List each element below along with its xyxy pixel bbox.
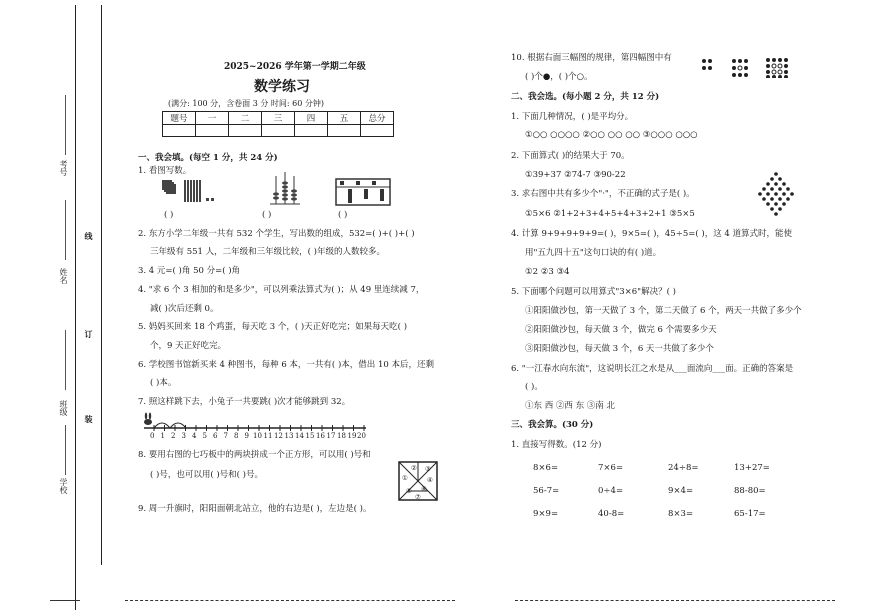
tangram-label: ④: [427, 476, 433, 484]
diamond-dot: [770, 197, 774, 201]
q1-blank-2[interactable]: ( ): [262, 210, 272, 220]
calc-item[interactable]: 65-17=: [734, 509, 766, 519]
diamond-dot: [778, 177, 782, 181]
diamond-dot: [770, 187, 774, 191]
p2-q2-options: ①39+37 ②74-7 ③90-22: [525, 170, 626, 180]
exam-no-field[interactable]: [65, 95, 66, 155]
p2-q1-options: ①○○ ○○○○ ②○○ ○○ ○○ ③○○○ ○○○: [525, 130, 698, 140]
score-header-cell: 四: [295, 112, 328, 125]
diamond-dot: [778, 187, 782, 191]
ruler-tick-label: 18: [337, 432, 346, 440]
diamond-dot: [774, 182, 778, 186]
p2-q6-line1: 6. "一江春水向东流"，这说明长江之水是从___面流向___面。正确的答案是: [511, 364, 794, 374]
calc-item[interactable]: 40-8=: [598, 509, 625, 519]
score-cell[interactable]: [361, 125, 394, 137]
ruler-tick-label: 3: [181, 432, 186, 440]
ruler-tick-label: 19: [347, 432, 357, 440]
diamond-dot: [778, 197, 782, 201]
p1-q8-line1: 8. 要用右图的七巧板中的两块拼成一个正方形，可以用( )号和: [138, 450, 371, 460]
p1-q5-line1: 5. 妈妈买回来 18 个鸡蛋，每天吃 3 个，( )天正好吃完；如果每天吃( ): [138, 322, 408, 332]
p2-q4-line2: 用"五九四十五"这句口诀的有( )道。: [525, 248, 662, 258]
binding-mark-line: 线: [84, 232, 94, 240]
exam-no-label: 考号: [59, 160, 68, 176]
score-cell[interactable]: [163, 125, 196, 137]
score-table: [162, 111, 394, 137]
diamond-dot: [770, 177, 774, 181]
calc-item[interactable]: 24÷8=: [668, 463, 699, 473]
q1-blank-1[interactable]: ( ): [164, 210, 174, 220]
name-field[interactable]: [65, 200, 66, 260]
calc-item[interactable]: 9×9=: [533, 509, 559, 519]
diamond-dot: [762, 197, 766, 201]
p1-q2-line2: 三年级有 551 人，二年级和三年级比较，( )年级的人数较多。: [150, 247, 385, 257]
part1-title: 一、我会填。(每空 1 分，共 24 分): [138, 153, 278, 163]
p2-q2: 2. 下面算式( )的结果大于 70。: [511, 151, 630, 161]
p1-q4-line2: 减( )次后还剩 0。: [150, 304, 219, 314]
binding-line-outer: [75, 5, 76, 610]
binding-line-inner: [101, 5, 102, 565]
p2-q6-options: ①东 西 ②西 东 ③南 北: [525, 401, 616, 411]
p2-q5-option-2: ②阳阳做沙包，每天做 3 个，做完 6 个需要多少天: [525, 325, 717, 335]
ruler-tick-label: 4: [192, 432, 197, 440]
diamond-dot: [766, 202, 770, 206]
diamond-dot: [786, 197, 790, 201]
ruler-tick-label: 2: [171, 432, 176, 440]
p2-q4-options: ①2 ②3 ③4: [525, 267, 570, 277]
dot-diamond-picture: [752, 170, 800, 218]
year-title: 2025~2026 学年第一学期二年级: [224, 62, 366, 72]
ruler-tick-label: 7: [223, 432, 228, 440]
school-field[interactable]: [65, 425, 66, 475]
score-cell[interactable]: [328, 125, 361, 137]
diamond-dot: [762, 187, 766, 191]
tangram-label: ③: [425, 465, 431, 473]
score-cell[interactable]: [262, 125, 295, 137]
p1-q2-line1: 2. 东方小学二年级一共有 532 个学生，写出数的组成，532=( )+( )+( ): [138, 229, 415, 239]
tangram-label: ①: [402, 474, 408, 482]
p1-q7: 7. 照这样跳下去，小兔子一共要跳( )次才能够跳到 32。: [138, 397, 351, 407]
ruler-tick-label: 17: [326, 432, 336, 440]
ruler-tick-label: 0: [150, 432, 155, 440]
p2-q6-line2: ( )。: [525, 382, 543, 392]
class-field[interactable]: [65, 330, 66, 390]
class-label: 班级: [59, 400, 68, 416]
ruler-tick-label: 16: [316, 432, 325, 440]
p2-q3: 3. 求右图中共有多少个"·"，不正确的式子是( )。: [511, 189, 695, 199]
score-header-cell: 题号: [163, 112, 196, 125]
ruler-tick-label: 12: [274, 432, 283, 440]
school-label: 学校: [59, 478, 68, 494]
ruler-tick-label: 14: [295, 432, 304, 440]
diamond-dot: [782, 182, 786, 186]
score-cell[interactable]: [196, 125, 229, 137]
calc-item[interactable]: 88-80=: [734, 486, 766, 496]
p1-q10-line2: ( )个●，( )个○。: [525, 72, 593, 82]
bottom-edge-left: [50, 600, 80, 601]
p2-q5-option-3: ③阳阳做沙包，每天做 3 个，6 天一共做了多少个: [525, 344, 714, 354]
calc-item[interactable]: 8×6=: [533, 463, 559, 473]
diamond-dot: [774, 202, 778, 206]
p2-q5-option-1: ①阳阳做沙包，第一天做了 3 个，第二天做了 6 个，两天一共做了多少个: [525, 306, 802, 316]
ruler-tick-label: 9: [244, 432, 249, 440]
score-cell[interactable]: [229, 125, 262, 137]
counting-blocks-picture: [160, 178, 220, 206]
score-header-cell: 总分: [361, 112, 394, 125]
tangram-label: ⑤: [406, 487, 412, 495]
diamond-dot: [782, 192, 786, 196]
dot-pattern-picture: [700, 56, 820, 78]
score-header-cell: 五: [328, 112, 361, 125]
score-header-cell: 二: [229, 112, 262, 125]
diamond-dot: [758, 192, 762, 196]
rabbit-icon: [144, 413, 152, 426]
q1-blank-3[interactable]: ( ): [338, 210, 348, 220]
ruler-tick-label: 8: [234, 432, 239, 440]
diamond-dot: [778, 207, 782, 211]
score-cell[interactable]: [295, 125, 328, 137]
diamond-dot: [782, 202, 786, 206]
tangram-label: ⑥: [421, 485, 427, 493]
p3-q1: 1. 直接写得数。(12 分): [511, 440, 602, 450]
ruler-tick-label: 1: [160, 432, 165, 440]
p1-q1: 1. 看图写数。: [138, 166, 192, 176]
ruler-tick-label: 20: [357, 432, 366, 440]
calc-item[interactable]: 0÷4=: [598, 486, 624, 496]
part3-title: 三、我会算。(30 分): [511, 420, 594, 430]
calc-item[interactable]: 13+27=: [734, 463, 770, 473]
counting-rods-picture: [268, 170, 302, 208]
part2-title: 二、我会选。(每小题 2 分，共 12 分): [511, 92, 660, 102]
ruler-tick-label: 15: [305, 432, 315, 440]
p2-q3-options: ①5×6 ②1+2+3+4+5+4+3+2+1 ③5×5: [525, 209, 695, 219]
ruler-tick-label: 13: [284, 432, 294, 440]
p2-q4-line1: 4. 计算 9+9+9+9+9=( )，9×5=( )，45÷5=( )，这 4 道算式时，能使: [511, 229, 793, 239]
binding-mark-bind: 订: [84, 330, 94, 338]
p1-q6-line1: 6. 学校图书馆新买来 4 种图书，每种 6 本，一共有( )本，借出 10 本后，还剩: [138, 360, 434, 370]
calc-item[interactable]: 7×6=: [598, 463, 624, 473]
p1-q8-line2: ( )号，也可以用( )号和( )号。: [150, 470, 264, 480]
score-header-cell: 一: [196, 112, 229, 125]
diamond-dot: [774, 172, 778, 176]
calc-item[interactable]: 8×3=: [668, 509, 694, 519]
exam-info: (满分: 100 分，含卷面 3 分 时间: 60 分钟): [168, 99, 324, 108]
ruler-tick-label: 5: [202, 432, 207, 440]
bottom-edge-right: [515, 600, 835, 601]
p1-q10-line1: 10. 根据右面三幅图的规律，第四幅图中有: [511, 53, 672, 63]
diamond-dot: [790, 192, 794, 196]
p1-q5-line2: 个，9 天正好吃完。: [150, 341, 227, 351]
number-line-labels: [150, 431, 370, 441]
diamond-dot: [766, 182, 770, 186]
calc-item[interactable]: 9×4=: [668, 486, 694, 496]
page-title: 数学练习: [254, 79, 310, 95]
diamond-dot: [774, 212, 778, 216]
bottom-edge-mid: [125, 600, 455, 601]
binding-mark-seal: 装: [84, 415, 94, 423]
ruler-tick-label: 10: [253, 432, 262, 440]
abacus-picture: [335, 178, 391, 206]
diamond-dot: [770, 207, 774, 211]
score-header-cell: 三: [262, 112, 295, 125]
diamond-dot: [774, 192, 778, 196]
tangram-label: ⑦: [415, 493, 421, 501]
ruler-tick-label: 6: [213, 432, 218, 440]
calc-item[interactable]: 56-7=: [533, 486, 560, 496]
p2-q5: 5. 下面哪个问题可以用算式"3×6"解决？( ): [511, 287, 676, 297]
p1-q6-line2: ( )本。: [150, 378, 177, 388]
diamond-dot: [766, 192, 770, 196]
tangram-label: ②: [411, 464, 417, 472]
name-label: 姓名: [59, 268, 68, 284]
p1-q3: 3. 4 元=( )角 50 分=( )角: [138, 266, 241, 276]
p2-q1: 1. 下面几种情况，( )是平均分。: [511, 112, 634, 122]
p1-q9: 9. 周一升旗时，阳阳面朝北站立，他的右边是( )，左边是( )。: [138, 504, 372, 514]
tangram-labels: [398, 461, 438, 501]
diamond-dot: [786, 187, 790, 191]
p1-q4-line1: 4. "求 6 个 3 相加的和是多少"，可以列乘法算式为( )；从 49 里连续减 7，: [138, 285, 425, 295]
ruler-tick-label: 11: [263, 432, 273, 440]
